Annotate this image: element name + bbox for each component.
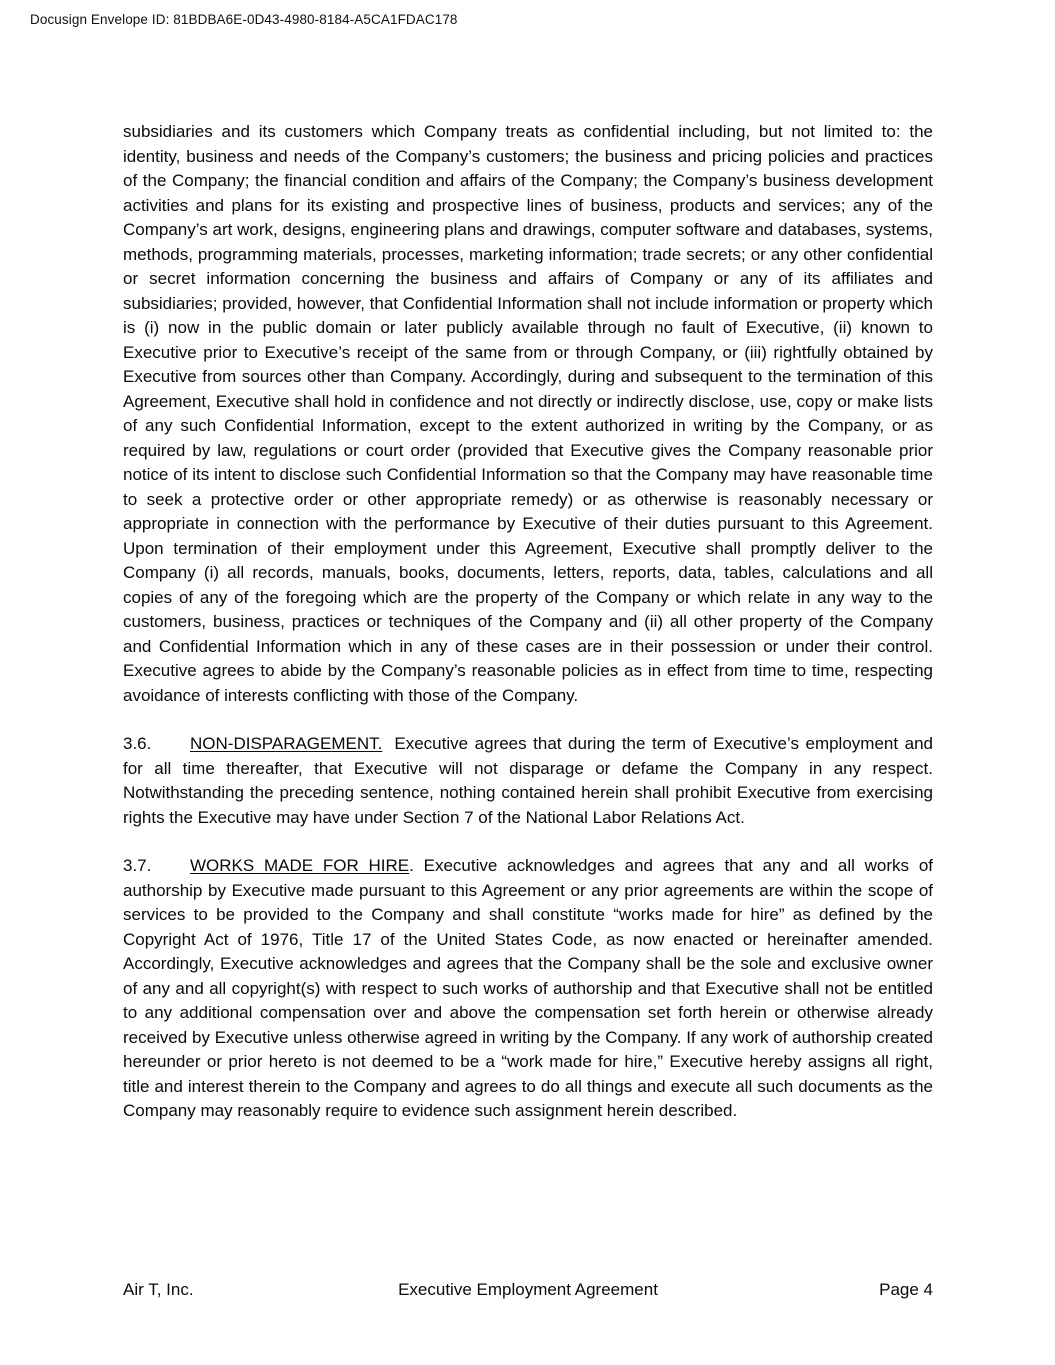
paragraph-confidential-information: subsidiaries and its customers which Company treats as confidential including, but not limited to: the identity, business and needs of the Company’s customers; the business and pricing policies and practices of the Company; the financial condition and affairs of the Company; the Company’s business development activities and plans for its existing and prospective lines of business, products and services; any of the Company’s art work, designs, engineering plans and drawings, computer software and databases, systems, methods, programming materials, processes, marketing information; trade secrets; or any other confidential or secret information concerning the business and affairs of Company or any of its affiliates and subsidiaries; provided, however, that Confidential Information shall not include information or property which is (i) now in the public domain or later publicly available through no fault of Executive, (ii) known to Executive prior to Executive’s receipt of the same from or through Company, or (iii) rightfully obtained by Executive from sources other than Company. Accordingly, during and subsequent to the termination of this Agreement, Executive shall hold in confidence and not directly or indirectly disclose, use, copy or make lists of any such Confidential Information, except to the extent authorized in writing by the Company, or as required by law, regulations or court order (provided that Executive gives the Company reasonable prior notice of its intent to disclose such Confidential Information so that the Company may have reasonable time to seek a protective order or other appropriate remedy) or as otherwise is reasonably necessary or appropriate in connection with the performance by Executive of their duties pursuant to this Agreement. Upon termination of their employment under this Agreement, Executive shall promptly deliver to the Company (i) all records, manuals, books, documents, letters, reports, data, tables, calculations and all copies of any of the foregoing which are the property of the Company or which relate in any way to the customers, business, practices or techniques of the Company and (ii) all other property of the Company and Confidential Information which in any of these cases are in their possession or under their control. Executive agrees to abide by the Company’s reasonable policies as in effect from time to time, respecting avoidance of interests conflicting with those of the Company. xyxy=(123,122,933,705)
section-3-6 xyxy=(123,732,933,830)
section-3-7-text: . Executive acknowledges and agrees that any and all works of authorship by Executive made pursuant to this Agreement or any prior agreements are within the scope of services to be provided to the Company and shall constitute “works made for hire” as defined by the Copyright Act of 1976, Title 17 of the United States Code, as now enacted or hereinafter amended. Accordingly, Executive acknowledges and agrees that the Company shall be the sole and exclusive owner of any and all copyright(s) with respect to such works of authorship and that Executive shall not be entitled to any additional compensation over and above the compensation set forth herein or otherwise already received by Executive unless otherwise agreed in writing by the Company. If any work of authorship created hereunder or prior hereto is not deemed to be a “work made for hire,” Executive hereby assigns all right, title and interest therein to the Company and agrees to do all things and execute all such documents as the Company may reasonably require to evidence such assignment herein described. xyxy=(123,856,933,1120)
section-3-7-number: 3.7. xyxy=(123,856,152,875)
section-3-7-heading: WORKS MADE FOR HIRE xyxy=(190,856,410,875)
document-body xyxy=(123,120,933,1124)
section-3-6-heading: NON-DISPARAGEMENT. xyxy=(190,734,383,753)
section-3-7 xyxy=(123,854,933,1124)
docusign-envelope-id: Docusign Envelope ID: 81BDBA6E-0D43-4980-8184-A5CA1FDAC178 xyxy=(30,12,458,27)
section-3-6-text: Executive agrees that during the term of Executive’s employment and for all time thereafter, that Executive will not disparage or defame the Company in any respect. Notwithstanding the preceding sentence, nothing contained herein shall prohibit Executive from exercising rights the Executive may have under Section 7 of the National Labor Relations Act. xyxy=(123,734,933,827)
section-3-6-number: 3.6. xyxy=(123,734,152,753)
footer-document-title: Executive Employment Agreement xyxy=(398,1280,658,1299)
footer-company-name: Air T, Inc. xyxy=(123,1280,194,1299)
footer-page-number: Page 4 xyxy=(879,1280,934,1299)
page-footer xyxy=(123,1280,933,1300)
